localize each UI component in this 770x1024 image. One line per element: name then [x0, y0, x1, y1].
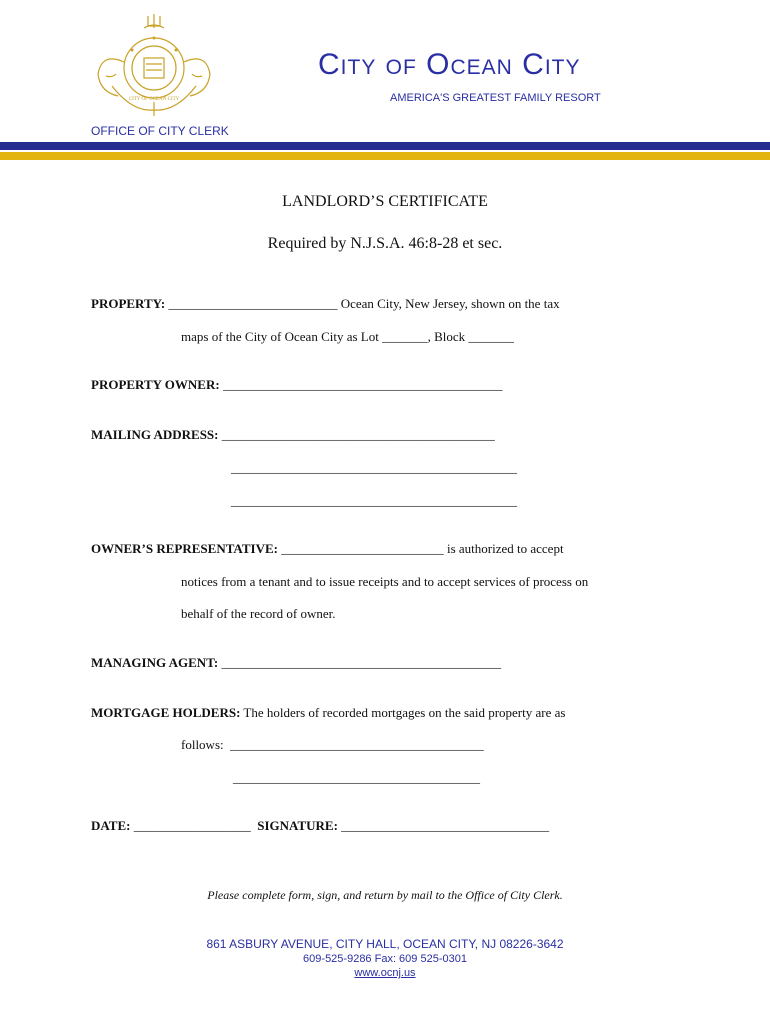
header-band-gold: [0, 152, 770, 160]
form-subtitle: Required by N.J.S.A. 46:8-28 et sec.: [267, 235, 503, 252]
footer-phone: 609-525-9286 Fax: 609 525-0301: [303, 953, 467, 965]
owner-field[interactable]: ___________________________________________: [219, 377, 503, 392]
property-field[interactable]: __________________________: [165, 296, 341, 311]
agent-field[interactable]: ___________________________________________: [218, 655, 501, 670]
representative-line: [91, 541, 564, 557]
mailing-field-3[interactable]: ____________________________________________: [231, 493, 517, 508]
city-title: City of Ocean City: [318, 48, 581, 81]
signature-field[interactable]: ________________________________: [337, 818, 550, 833]
header-band-blue: [0, 142, 770, 150]
mortgage-text: The holders of recorded mortgages on the said property are as: [240, 705, 566, 720]
date-signature-line: [91, 818, 549, 834]
property-line: [91, 296, 560, 312]
instructions: Please complete form, sign, and return by mail to the Office of City Clerk.: [207, 888, 563, 902]
representative-text-3: behalf of the record of owner.: [181, 606, 336, 621]
representative-field[interactable]: _________________________: [277, 541, 447, 556]
form-title: LANDLORD’S CERTIFICATE: [282, 193, 488, 210]
city-seal-logo: [92, 12, 216, 118]
footer-website-link[interactable]: www.ocnj.us: [354, 967, 416, 979]
agent-label: MANAGING AGENT:: [91, 655, 219, 670]
owner-line: [91, 377, 502, 393]
property-text: Ocean City, New Jersey, shown on the tax: [340, 296, 560, 311]
representative-text: is authorized to accept: [446, 541, 564, 556]
property-label: PROPERTY:: [91, 296, 166, 311]
date-field[interactable]: __________________: [130, 818, 258, 833]
date-label: DATE:: [91, 818, 131, 833]
owner-label: PROPERTY OWNER:: [91, 377, 220, 392]
representative-label: OWNER’S REPRESENTATIVE:: [91, 541, 278, 556]
tagline: AMERICA'S GREATEST FAMILY RESORT: [390, 92, 601, 104]
signature-label: SIGNATURE:: [257, 818, 338, 833]
mailing-field-1[interactable]: __________________________________________: [218, 427, 495, 442]
mortgage-field-1[interactable]: follows: _______________________________________: [181, 737, 484, 752]
mailing-label: MAILING ADDRESS:: [91, 427, 219, 442]
mailing-line: [91, 427, 495, 443]
mailing-field-2[interactable]: ____________________________________________: [231, 460, 517, 475]
representative-text-2: notices from a tenant and to issue receipts and to accept services of process on: [181, 574, 589, 589]
footer-address: 861 ASBURY AVENUE, CITY HALL, OCEAN CITY, NJ 08226-3642: [206, 937, 564, 951]
mortgage-line: [91, 705, 565, 721]
seal-text: CITY OF OCEAN CITY: [128, 97, 180, 102]
property-lot-block-line[interactable]: maps of the City of Ocean City as Lot _______, Block _______: [181, 329, 514, 344]
agent-line: [91, 655, 501, 671]
mortgage-field-2[interactable]: ______________________________________: [233, 770, 480, 785]
office-name: OFFICE OF CITY CLERK: [91, 124, 229, 138]
mortgage-label: MORTGAGE HOLDERS:: [91, 705, 241, 720]
